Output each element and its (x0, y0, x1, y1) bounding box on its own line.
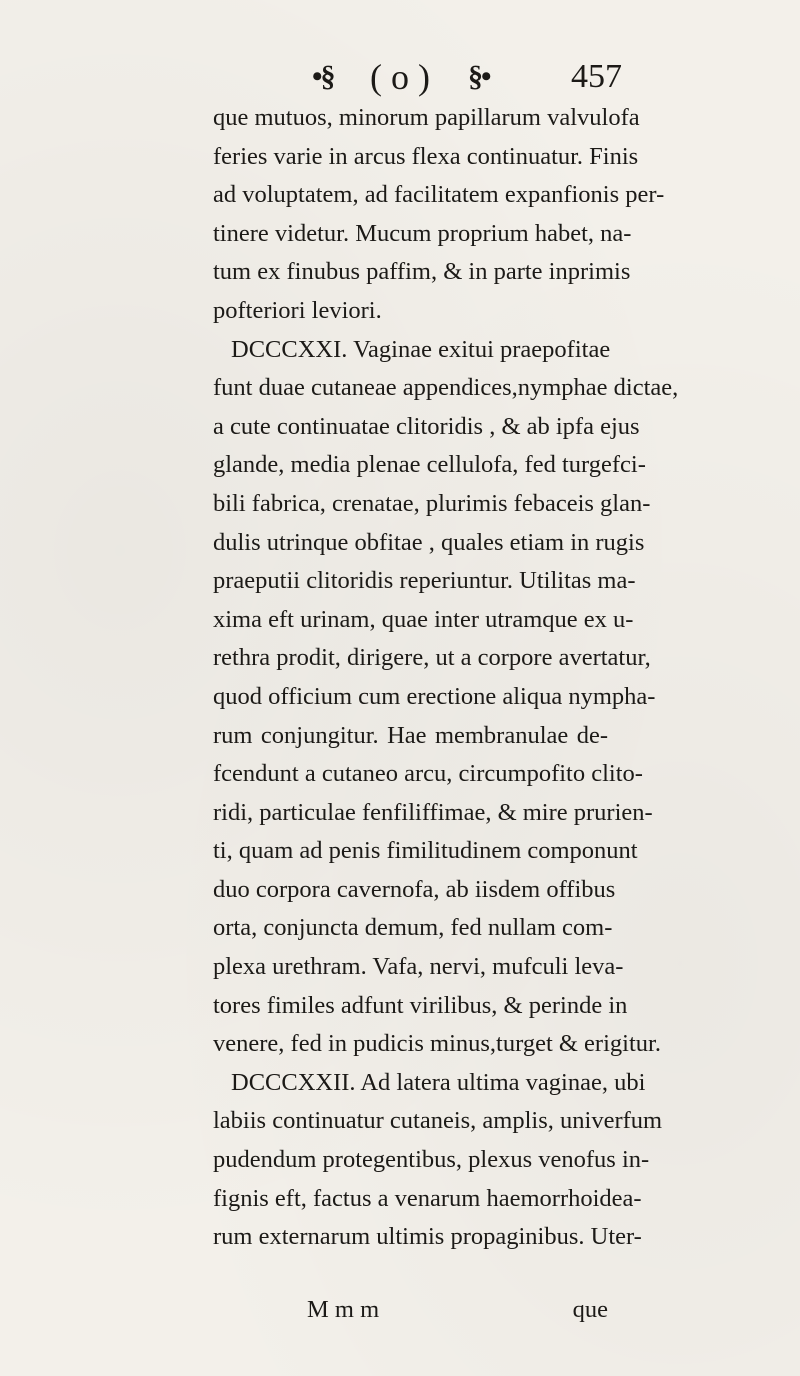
text-line: a cute continuatae clitoridis , & ab ipfa ejus (213, 412, 640, 440)
section-heading-line: DCCCXXII. Ad latera ultima vaginae, ubi (231, 1068, 646, 1096)
text-line: fcendunt a cutaneo arcu, circumpofito clito- (213, 760, 643, 788)
header-ornament-left: •§ (312, 60, 334, 93)
text-line: dulis utrinque obfitae , quales etiam in rugis (213, 528, 645, 556)
text-line: venere, fed in pudicis minus,turget & erigitur. (213, 1030, 661, 1058)
page-footer (213, 1291, 608, 1329)
text-line: bili fabrica, crenatae, plurimis febaceis glan- (213, 489, 651, 517)
text-line: labiis continuatur cutaneis, amplis, univerfum (213, 1107, 663, 1135)
text-line: funt duae cutaneae appendices,nymphae dictae, (213, 374, 679, 402)
text-line: pofteriori leviori. (213, 296, 382, 324)
header-signature: ( o ) (370, 57, 430, 97)
section-heading-line: DCCCXXI. Vaginae exitui praepofitae (231, 335, 611, 363)
text-line: plexa urethram. Vafa, nervi, mufculi leva- (213, 953, 624, 981)
text-line: feries varie in arcus flexa continuatur. Finis (213, 142, 639, 170)
text-line: rum externarum ultimis propaginibus. Uter- (213, 1223, 642, 1251)
text-line: praeputii clitoridis reperiuntur. Utilitas ma- (213, 567, 636, 595)
text-line: ridi, particulae fenfiliffimae, & mire prurien- (213, 798, 653, 826)
text-line: rum conjungitur. Hae membranulae de- (213, 721, 608, 749)
header-ornament-right: §• (468, 60, 490, 93)
text-line: fignis eft, factus a venarum haemorrhoidea- (213, 1184, 642, 1212)
text-line: tinere videtur. Mucum proprium habet, na- (213, 219, 632, 247)
text-line: xima eft urinam, quae inter utramque ex u- (213, 605, 634, 633)
running-header (0, 56, 800, 100)
page-number: 457 (571, 58, 622, 95)
body-text (213, 99, 679, 1257)
text-line: ti, quam ad penis fimilitudinem componunt (213, 837, 638, 865)
text-line: orta, conjuncta demum, fed nullam com- (213, 914, 613, 942)
text-line: tores fimiles adfunt virilibus, & perinde in (213, 991, 628, 1019)
signature-mark: M m m (307, 1296, 380, 1323)
text-line: pudendum protegentibus, plexus venofus in- (213, 1146, 650, 1174)
catchword: que (572, 1296, 608, 1323)
text-line: ad voluptatem, ad facilitatem expanfionis per- (213, 181, 665, 209)
text-line: tum ex finubus paffim, & in parte inprimis (213, 258, 631, 286)
text-line: rethra prodit, dirigere, ut a corpore avertatur, (213, 644, 651, 672)
text-line: glande, media plenae cellulofa, fed turgefci- (213, 451, 646, 479)
text-line: que mutuos, minorum papillarum valvulofa (213, 104, 640, 131)
text-line: duo corpora cavernofa, ab iisdem offibus (213, 875, 616, 903)
text-line: quod officium cum erectione aliqua nympha- (213, 682, 656, 710)
